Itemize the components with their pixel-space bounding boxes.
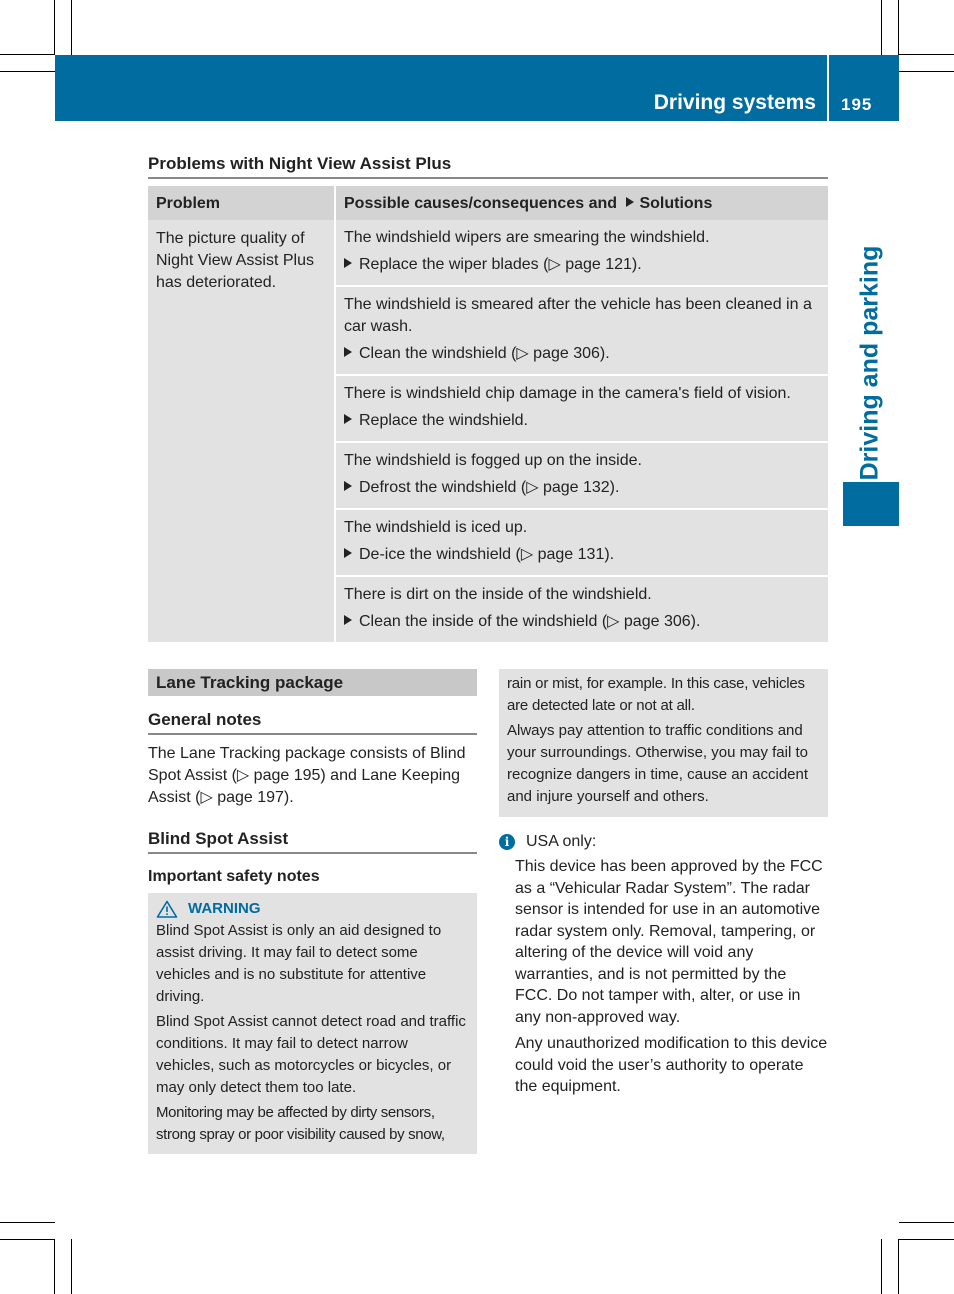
- warning-box: [148, 893, 477, 1154]
- crop-mark: [71, 1239, 72, 1294]
- solution-text: Defrost the windshield (▷ page 132).: [359, 479, 620, 496]
- info-note: [499, 833, 828, 851]
- crop-mark: [899, 54, 954, 55]
- warning-paragraph: rain or mist, for example. In this case, vehicles are detected late or not at all.: [507, 675, 805, 714]
- header-title: Driving systems: [653, 91, 816, 114]
- page-number: 195: [841, 95, 873, 114]
- problems-table: [148, 186, 828, 642]
- warning-paragraph: Monitoring may be affected by dirty sensors, strong spray or poor visibility caused by snow,: [156, 1104, 445, 1143]
- solution-item: [344, 477, 820, 499]
- crop-mark: [899, 71, 954, 72]
- problem-cell: The picture quality of Night View Assist Plus has deteriorated.: [148, 220, 334, 642]
- crop-mark: [0, 54, 55, 55]
- column-header-problem: Problem: [156, 195, 221, 212]
- arrow-right-icon: [344, 414, 352, 424]
- header-divider: [827, 55, 829, 121]
- warning-label: WARNING: [188, 900, 261, 917]
- warning-header: [156, 898, 469, 920]
- warning-continued-box: [499, 669, 828, 817]
- lane-tracking-heading: Lane Tracking package: [148, 669, 477, 696]
- cause-text: There is windshield chip damage in the camera's field of vision.: [344, 385, 791, 402]
- crop-mark: [898, 0, 899, 55]
- crop-mark: [899, 1239, 954, 1240]
- crop-mark: [71, 0, 72, 55]
- table-row: [336, 575, 828, 642]
- solution-item: [344, 611, 820, 633]
- warning-paragraph: Blind Spot Assist is only an aid designed to assist driving. It may fail to detect some vehicles and is no substitute for attentive driving.: [156, 922, 442, 1005]
- left-column: [148, 669, 477, 1154]
- crop-mark: [54, 1239, 55, 1294]
- safety-notes-heading: Important safety notes: [148, 868, 320, 885]
- solution-item: [344, 410, 820, 432]
- arrow-right-icon: [344, 347, 352, 357]
- arrow-right-icon: [344, 481, 352, 491]
- table-header: [148, 186, 828, 220]
- solution-text: Clean the windshield (▷ page 306).: [359, 345, 610, 362]
- warning-paragraph: Blind Spot Assist cannot detect road and traffic conditions. It may fail to detect narrow vehicles, such as motorcycles or bicycles, or may only detect them too late.: [156, 1013, 466, 1096]
- crop-mark: [0, 71, 55, 72]
- blind-spot-heading: Blind Spot Assist: [148, 829, 477, 854]
- column-header-causes-label: Possible causes/consequences and: [344, 195, 618, 212]
- cause-text: The windshield is smeared after the vehicle has been cleaned in a car wash.: [344, 296, 812, 335]
- crop-mark: [0, 1239, 55, 1240]
- table-body: [148, 220, 828, 642]
- solution-item: [344, 544, 820, 566]
- warning-paragraph: Always pay attention to traffic conditions and your surroundings. Otherwise, you may fail to recognize dangers in time, cause an accident and injure yourself and others.: [507, 722, 809, 805]
- warning-triangle-icon: [156, 900, 178, 918]
- table-row: [336, 508, 828, 575]
- page-header: [55, 55, 899, 121]
- cause-text: The windshield is iced up.: [344, 519, 528, 536]
- causes-column: [334, 220, 828, 642]
- solution-item: [344, 343, 820, 365]
- info-paragraph: Any unauthorized modification to this device could void the user’s authority to operate the equipment.: [515, 1035, 828, 1095]
- cause-text: There is dirt on the inside of the windshield.: [344, 586, 652, 603]
- cause-text: The windshield is fogged up on the inside.: [344, 452, 642, 469]
- arrow-right-icon: [344, 615, 352, 625]
- info-paragraph: This device has been approved by the FCC as a “Vehicular Radar System”. The radar sensor is intended for use in an automotive radar system only. Removal, tampering, or altering of the device will void any warranties, and is not permitted by the FCC. Do not tamper with, alter, or use in any non-approved way.: [515, 858, 823, 1026]
- solution-item: [344, 254, 820, 276]
- solution-text: Replace the wiper blades (▷ page 121).: [359, 256, 642, 273]
- crop-mark: [0, 1222, 55, 1223]
- crop-mark: [54, 0, 55, 55]
- cause-text: The windshield wipers are smearing the windshield.: [344, 229, 710, 246]
- column-header-solutions-label: Solutions: [639, 195, 713, 212]
- solution-text: De-ice the windshield (▷ page 131).: [359, 546, 615, 563]
- column-header-causes: [334, 186, 828, 220]
- solution-text: Clean the inside of the windshield (▷ page 306).: [359, 613, 701, 630]
- arrow-right-icon: [626, 197, 634, 207]
- general-notes-text: The Lane Tracking package consists of Blind Spot Assist (▷ page 195) and Lane Keeping Assist (▷ page 197).: [148, 745, 466, 806]
- section-title: Problems with Night View Assist Plus: [148, 154, 452, 173]
- crop-mark: [899, 1222, 954, 1223]
- info-label: USA only:: [526, 833, 597, 850]
- crop-mark: [898, 1239, 899, 1294]
- arrow-right-icon: [344, 258, 352, 268]
- section-rule: [148, 177, 828, 179]
- table-row: [336, 374, 828, 441]
- table-row: [336, 441, 828, 508]
- table-row: [336, 285, 828, 374]
- side-tab-marker: [843, 482, 899, 526]
- crop-mark: [881, 1239, 882, 1294]
- table-row: [336, 220, 828, 285]
- crop-mark: [881, 0, 882, 55]
- solution-text: Replace the windshield.: [359, 412, 528, 429]
- arrow-right-icon: [344, 548, 352, 558]
- general-notes-heading: General notes: [148, 710, 477, 735]
- side-tab-label: Driving and parking: [855, 245, 884, 481]
- right-column: [499, 669, 828, 1098]
- info-icon: i: [499, 834, 515, 850]
